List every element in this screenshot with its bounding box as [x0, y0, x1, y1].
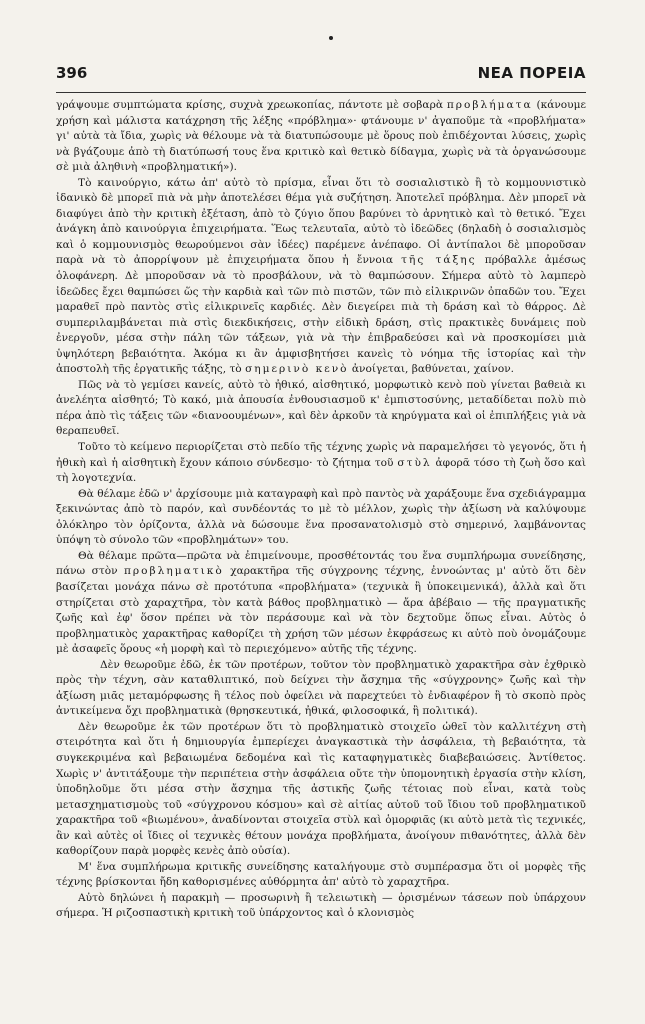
paragraph — [56, 378, 586, 440]
header-rule — [56, 92, 586, 93]
paragraph — [56, 720, 586, 860]
paragraph — [56, 658, 586, 720]
printed-dot-mark — [329, 36, 333, 40]
paragraph — [56, 176, 586, 378]
paragraph-text: Πῶς νὰ τὸ γεμίσει κανείς, αὐτὸ τὸ ἠθικό, αἰσθητικό, μορφωτικὸ κενὸ ποὺ γίνεται βαθειὰ κι ἀνελέητα αἰσθητό; Τὸ κακό, μιὰ ἀπουσία ἐνθουσιασμοῦ κ' ἐμπιστοσύνης, μεταδίδεται πολὺ πιὸ πέρα ἀπὸ τὶς τάξεις τῶν «διανοουμένων», καὶ δὲν ἀρκοῦν τὰ κηρύγματα καὶ οἱ ἐπιπλήξεις γιὰ νὰ θεραπευθεῖ. — [56, 378, 586, 438]
spaced-emphasis-text: τῆς τάξης — [401, 254, 477, 267]
paragraph-text: Δὲν θεωροῦμε ἐδῶ, ἐκ τῶν προτέρων, τοῦτον τὸν προβληματικὸ χαρακτῆρα σὰν ἐχθρικὸ πρὸς τὴν τέχνη, σὰν καταθλιπτικό, ποὺ δείχνει τὴν ἄσχημα τῆς «σύγχρονης» ζωῆς καὶ τὴν ἀξίωση μιᾶς μεταμόρφωσης ἢ τέλος ποὺ ὀφείλει νὰ παρεχτεύει τὸ ἐνδιαφέρον ἢ τὸ σκοπὸ πρὸς ἀντικείμενα ὄχι προβληματικὰ (θρησκευτικά, ἠθικά, φιλοσοφικά, ἢ πολιτικά). — [56, 658, 586, 718]
paragraph-text: Θὰ θέλαμε πρῶτα—πρῶτα νὰ ἐπιμείνουμε, προσθέτοντάς του ἕνα συμπλήρωμα συνείδησης, πάνω στὸν — [56, 549, 586, 578]
paragraph-text: ἀφορᾶ τόσο τὴ ζωὴ ὅσο καὶ τὴ λογοτεχνία. — [56, 456, 586, 485]
paragraph-text: ἀνοίγεται, βαθύνεται, χαίνον. — [348, 363, 515, 376]
paragraph-text: Τοῦτο τὸ κείμενο περιορίζεται στὸ πεδίο τῆς τέχνης χωρὶς νὰ παραμελήσει τὸ γεγονός, ὅτι ἡ ἠθικὴ καὶ ἡ αἰσθητικὴ ἔχουν κάποιο σύνδεσμο· τὸ ζήτημα τοῦ — [56, 441, 586, 469]
paragraph-text: πρόβαλλε ἀμέσως ὁλοφάνερη. Δὲ μποροῦσαν νὰ τὸ προσβάλουν, νὰ τὸ θαμπώσουν. Σήμερα αὐτὸ τὸ λαμπερὸ ἰδεῶδες ἔχει θαμπώσει ὥς τὴν καρδιὰ καὶ τῶν πιὸ πιστῶν, τῶν πιὸ εἰλικρινῶν ὀπαδῶν του. Ἔχει μαραθεῖ πρὸ παντὸς στὶς εἰλικρινεῖς καρδιές. Δὲν διεγείρει πιὰ τὴ δράση καὶ τὸ θάρρος. Δὲ συμπεριλαμβάνεται πιὰ στὶς διεκδικήσεις, στὴν εἰδικὴ δράση, στὶς πρακτικὲς δυνάμεις ποὺ ἐνεργοῦν, μέσα στὴν πάλη τῶν τάξεων, γιὰ νὰ τὴν ἐπιβραδεύσει καὶ νὰ προσκομίσει μιὰ ὑψηλότερη βεβαιότητα. Ἀκόμα κι ἂν ἀμφισβητήσει κανεὶς τὸ νόημα τῆς ἱστορίας καὶ τὴν ἀποστολὴ τῆς ἐργατικῆς τάξης, τὸ — [56, 254, 586, 376]
page-number: 396 — [56, 64, 88, 82]
spaced-emphasis-text: προβληματικὸ — [123, 565, 224, 578]
paragraph-text: Δὲν θεωροῦμε ἐκ τῶν προτέρων ὅτι τὸ προβληματικὸ στοιχεῖο ὠθεῖ τὸν καλλιτέχνη στὴ στειρότητα καὶ ὅτι ἡ δημιουργία ἐμπερίεχει ἀναγκαστικὰ τὴν ἀσφάλεια, τὴ βεβαιότητα, τὰ συγκεκριμένα καὶ βεβαιωμένα δεδομένα καὶ τὶς καταφηγματικὲς διαβεβαιώσεις. Ἀντίθετος. Χωρὶς ν' ἀντιτάξουμε τὴν περιπέτεια στὴν ἀσφάλεια οὔτε τὴν ὑπομονητικὴ ἐργασία στὴν κλίση, ὑποδηλοῦμε ὅτι μέσα στὴν ἄσχημα τῆς ἀστικῆς ζωῆς τέτοιας ποὺ εἶναι, κατὰ τοὺς μετασχηματισμοὺς τοῦ «σύγχρονου κόσμου» καὶ σὲ αἰτίας αὐτοῦ τοῦ ἴδιου τοῦ προβληματικοῦ χαρακτῆρα τοῦ «βιωμένου», ἀναδίνονται στοιχεῖα στὺλ καὶ ὁμορφιᾶς (κι αὐτὸ μετὰ τὶς τεχνικές, ἂν καὶ αὐτὲς οἱ ἴδιες οἱ τεχνικὲς θέτουν μονάχα προβλήματα, ἀνοίγουν πιθανότητες, ἀλλὰ δὲν καθορίζουν παρὰ μορφὲς κενὲς ἀπὸ οὐσία). — [56, 720, 586, 858]
paragraph-text: χαρακτῆρα τῆς σύγχρονης τέχνης, ἐννοώντας μ' αὐτὸ ὅτι δὲν βασίζεται μονάχα πάνω σὲ προτότυπα «προβλήματα» (τεχνικὰ ἢ ὑποκειμενικά), ἀλλὰ καὶ ὅτι στηρίζεται στὸ χαραχτῆρα, τὸν κατὰ βάθος προβληματικὸ — ἄρα ἀβέβαιο — τῆς πραγματικῆς ζωῆς καὶ ἐφ' ὅσον πρέπει νὰ τὸν περάσουμε καὶ νὰ τὸν δεχτοῦμε ὅπως εἶναι. Αὐτὸς ὁ προβληματικὸς χαρακτῆρας καθορίζει τὴ χρήση τῶν μέσων ἐκφράσεως κι αὐτὸ ποὺ ὀνομάζουμε μὲ ἀσαφεῖς ὅρους «ἡ μορφὴ καὶ τὸ περιεχόμενο» αὐτῆς τῆς τέχνης. — [56, 565, 587, 656]
paragraph — [56, 549, 586, 658]
page-header — [56, 64, 586, 88]
journal-title: ΝΕΑ ΠΟΡΕΙΑ — [477, 64, 586, 82]
spaced-emphasis-text: σημερινὸ κενὸ — [245, 363, 349, 376]
paragraph — [56, 98, 586, 176]
paragraph-text: γράψουμε συμπτώματα κρίσης, συχνὰ χρεωκοπίας, πάντοτε μὲ σοβαρὰ — [56, 99, 447, 111]
paragraph-text: Μ' ἕνα συμπλήρωμα κριτικῆς συνείδησης καταλήγουμε στὸ συμπέρασμα ὅτι οἱ μορφὲς τῆς τέχνης βρίσκονται ἤδη καθορισμένες αὐθόρμητα ἀπ' αὐτὸ τὸ χαραχτῆρα. — [56, 860, 586, 889]
paragraph — [56, 891, 586, 922]
paragraph-text: Αὐτὸ δηλώνει ἡ παρακμὴ — προσωρινὴ ἢ τελειωτικὴ — ὁρισμένων τάσεων ποὺ ὑπάρχουν σήμερα. Ἡ ριζοσπαστικὴ κριτικὴ τοῦ ὑπάρχοντος καὶ ὁ κλονισμὸς — [56, 891, 586, 920]
paragraph — [56, 860, 586, 891]
spaced-emphasis-text: προβλήματα — [446, 99, 533, 111]
paragraph-text: Θὰ θέλαμε ἐδῶ ν' ἀρχίσουμε μιὰ καταγραφὴ καὶ πρὸ παντὸς νὰ χαράξουμε ἕνα σχεδιάγραμμα ξεκινώντας ἀπὸ τὸ παρόν, καὶ συνδέοντάς το μὲ τὸ μέλλον, χωρὶς τὴν ἀξίωση νὰ καλύψουμε ὁλόκληρο τὸν ὁρίζοντα, ἀλλὰ νὰ δώσουμε ἕνα προσανατολισμὸ στὸ σημερινό, λαμβάνοντας ὑπόψη τὸ σύνολο τῶν «προβλημάτων» του. — [56, 487, 586, 547]
paragraph — [56, 487, 586, 549]
article-body — [56, 98, 586, 922]
spaced-emphasis-text: στὺλ — [397, 456, 432, 469]
paragraph-text: (κάνουμε χρήση καὶ μάλιστα κατάχρηση τῆς λέξης «πρόβλημα»· φτάνουμε ν' ἀγαποῦμε τὰ «προβλήματα» γι' αὐτὰ τὰ ἴδια, χωρὶς νὰ θέλουμε νὰ τὰ διατυπώσουμε μὲ ὅρους ποὺ ἐπιδέχονται λύσεις, χωρὶς νὰ βγάζουμε ἀπὸ τὴ διατύπωσή τους ἕνα κριτικὸ καὶ θετικὸ δίδαγμα, χωρὶς νὰ τὰ ὀργανώσουμε σὲ μιὰ ἀληθινὴ «προβληματική»). — [56, 99, 586, 174]
paragraph-text: Τὸ καινούργιο, κάτω ἀπ' αὐτὸ τὸ πρίσμα, εἶναι ὅτι τὸ σοσιαλιστικὸ ἢ τὸ κομμουνιστικὸ ἰδανικὸ δὲ μπορεῖ πιὰ νὰ μὴν ἀποτελέσει θέμα γιὰ συζήτηση. Ἀποτελεῖ πρόβλημα. Δὲν μπορεῖ νὰ διαφύγει ἀπὸ τὴν κριτικὴ ἐξέταση, ἀπὸ τὸ ζύγιο ὅπου βαρύνει τὸ ἀρνητικὸ καὶ τὸ θετικό. Ἔχει ἀνάγκη ἀπὸ καινούργια ἐπιχειρήματα. Ἕως τελευταῖα, αὐτὸ τὸ ἰδεῶδες (δηλαδὴ ὁ σοσιαλισμὸς καὶ ὁ κομμουνισμὸς θεωρούμενοι σὰν ἰδέες) παρέμενε ἀνέπαφο. Οἱ ἀντίπαλοι δὲ μποροῦσαν παρὰ νὰ τὸ ἀπορρίψουν μὲ ἐπιχειρήματα ὅπου ἡ ἔννοια — [56, 176, 586, 267]
paragraph — [56, 440, 586, 487]
